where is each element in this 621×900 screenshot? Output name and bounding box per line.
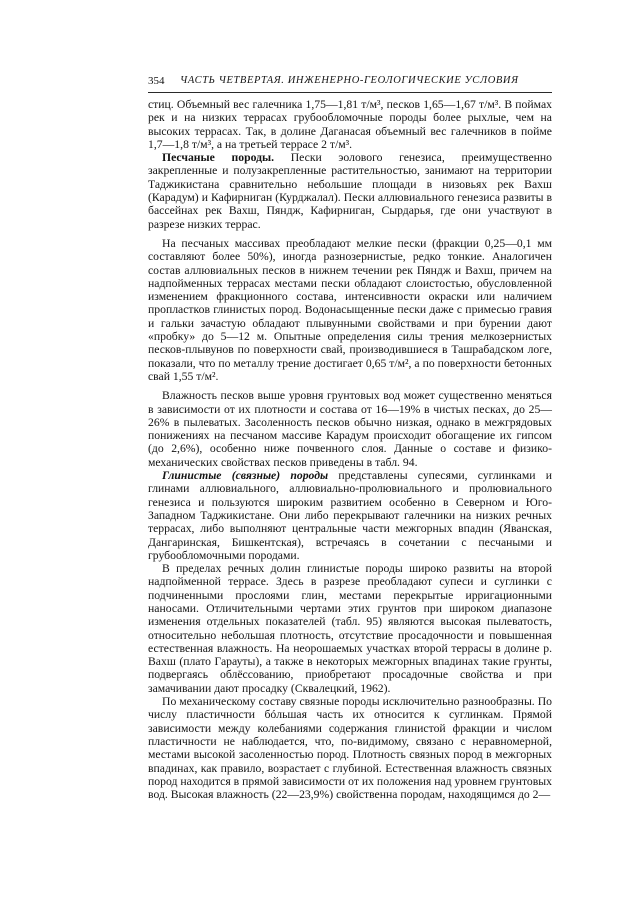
paragraph-river-valleys (148, 562, 552, 695)
page-header (148, 74, 552, 93)
section-term-sandy-rocks: Песчаные породы. (162, 151, 275, 165)
paragraph-mechanical-composition (148, 695, 552, 801)
paragraph-clay-rocks (148, 469, 552, 562)
paragraph-text: Влажность песков выше уровня грунтовых вод может существенно меняться в зависимости от их плотности и состава от 16—19% в чистых песках, до 25—26% в пылеватых. Засоленность песков обычно низкая, однако в межгрядовых понижениях на песчаном массиве Карадум происходит обогащение их гипсом (до 2,6%), особенно ниже почвенного слоя. Данные о составе и физико-механических свойствах песков приведены в табл. 94. (148, 389, 552, 469)
paragraph-text: представлены супесями, суглинками и глинами аллювиального, аллювиально-пролювиального и пролювиального генезиса и пользуются широким развитием особенно в Северном и Юго-Западном Таджикистане. Они либо перекрывают галечники на низких речных террасах, либо выполняют центральные части межгорных впадин (Яванская, Дангаринская, Бишкентская), встречаясь в сочетании с песчаными и грубообломочными породами. (148, 469, 552, 562)
section-term-clay-rocks: Глинистые (связные) породы (162, 469, 329, 483)
paragraph-sandy-rocks (148, 151, 552, 231)
paragraph-text: Пески эолового генезиса, преимущественно закрепленные и полузакрепленные растительностью, занимают на территории Таджикистана сравнительно небольшие площади в низовьях рек Вахш (Карадум) и Кафирниган (Курджалал). Пески аллювиального генезиса развиты в бассейнах рек Вахш, Пяндж, Кафирниган, Сырдарья, где они участвуют в разрезе низких террас. (148, 151, 552, 231)
paragraph-text: стиц. Объемный вес галечника 1,75—1,81 т/м³, песков 1,65—1,67 т/м³. В поймах рек и на низких террасах грубообломочные породы более рыхлые, чем на высоких террасах. Так, в долине Даганасая объемный вес галечников в пойме 1,7—1,8 т/м³, а на третьей террасе 2 т/м³. (148, 98, 552, 151)
running-head: ЧАСТЬ ЧЕТВЕРТАЯ. ИНЖЕНЕРНО-ГЕОЛОГИЧЕСКИЕ УСЛОВИЯ (180, 75, 519, 86)
paragraph-text: По механическому составу связные породы исключительно разнообразны. По числу пластичности бóльшая часть их относится к суглинкам. Прямой зависимости между колебаниями содержания глинистой фракции и числом пластичности не наблюдается, что, по-видимому, связано с неравномерной, местами высокой засоленностью пород. Плотность связных пород в межгорных впадинах, как правило, возрастает с глубиной. Естественная влажность связных пород находится в прямой зависимости от их положения над уровнем грунтовых вод. Высокая влажность (22—23,9%) свойственна породам, находящимся до 2— (148, 695, 552, 802)
paragraph-sand-composition (148, 237, 552, 383)
body-text (148, 98, 552, 801)
paragraph-text: На песчаных массивах преобладают мелкие пески (фракции 0,25—0,1 мм составляют более 50%), иногда разнозернистые, редко тонкие. Аналогичен состав аллювиальных песков в нижнем течении рек Пяндж и Вахш, причем на надпойменных террасах местами пески обладают слоистостью, обусловленной изменением фракционного состава, интенсивности окраски или наличием пропластков глинистых пород. Водонасыщенные пески даже с примесью гравия и гальки зачастую обладают плывунными свойствами и при бурении дают «пробку» до 5—12 м. Опытные определения силы трения мелкозернистых песков-плывунов по поверхности свай, производившиеся в Ташрабадском логе, показали, что по металлу трение достигает 0,65 т/м², а по поверхности бетонных свай 1,55 т/м². (148, 236, 552, 383)
paragraph-gravel-density (148, 98, 552, 151)
paragraph-sand-moisture (148, 389, 552, 469)
page-number: 354 (148, 75, 165, 87)
paragraph-text: В пределах речных долин глинистые породы широко развиты на второй надпойменной террасе. Здесь в разрезе преобладают супеси и суглинки с подчиненными прослоями глин, местами перекрытые ирригационными наносами. Отличительными чертами этих грунтов при широком диапазоне изменения отдельных показателей (табл. 95) являются высокая пылеватость, относительно небольшая плотность, отсутствие просадочности и повышенная естественная влажность. На неорошаемых участках второй террасы в долине р. Вахш (плато Гарауты), а также в некоторых межгорных впадинах такие грунты, подвергаясь облёссованию, приобретают просадочные свойства и при замачивании дают просадку (Сквалецкий, 1962). (148, 562, 552, 695)
